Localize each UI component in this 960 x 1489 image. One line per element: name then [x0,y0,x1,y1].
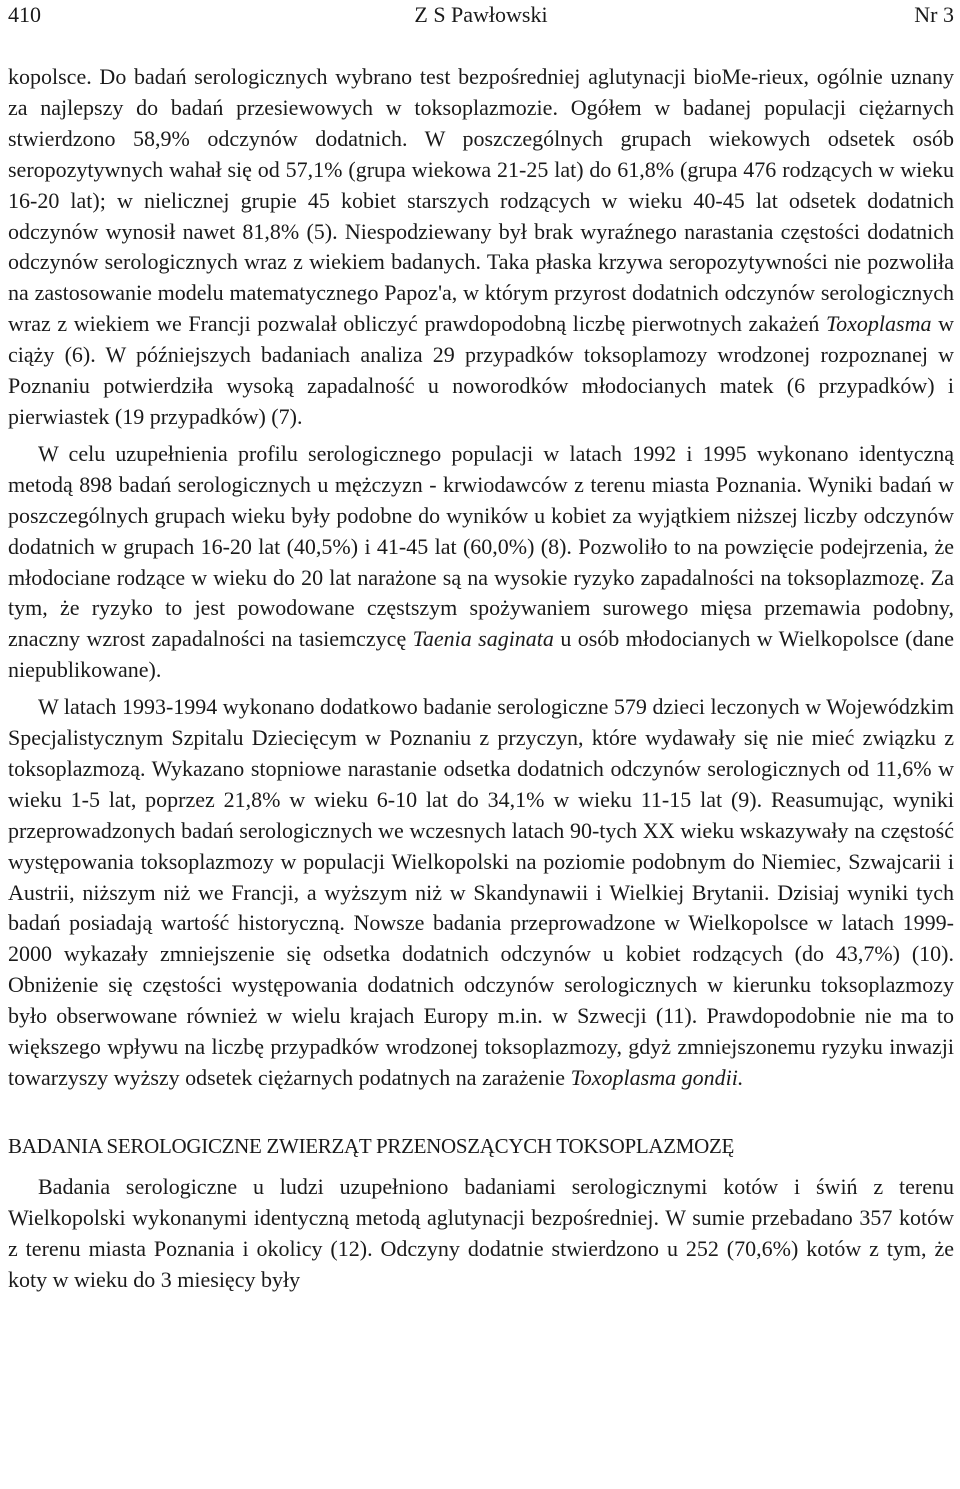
text-run: W celu uzupełnienia profilu serologicznego populacji w latach 1992 i 1995 wykonano identyczną metodą 898 badań serologicznych u mężczyzn - krwiodawców z terenu miasta Poznania. Wyniki badań w poszczególnych grupach wieku były podobne do wyników u kobiet za wyjątkiem niższej liczby odczynów dodatnich w grupach 16-20 lat (40,5%) i 41-45 lat (60,0%) (8). Pozwoliło to na powzięcie podejrzenia, że młodociane rodzące w wieku do 20 lat narażone są na wysokie ryzyko zapadalności na toksoplazmozę. Za tym, że ryzyko to jest powodowane częstszym spożywaniem surowego mięsa przemawia podobny, znaczny wzrost zapadalności na tasiemczycę [8,440,954,652]
section-heading: BADANIA SEROLOGICZNE ZWIERZĄT PRZENOSZĄCYCH TOKSOPLAZMOZĘ [8,1133,735,1158]
paragraph [8,439,954,686]
page-number: 410 [8,2,41,27]
issue-number: Nr 3 [914,2,954,27]
paragraph [8,692,954,1094]
italic-term: Toxoplasma [825,311,932,337]
text-run: W latach 1993-1994 wykonano dodatkowo badanie serologiczne 579 dzieci leczonych w Wojewódzkim Specjalistycznym Szpitalu Dziecięcym w Poznaniu z przyczyn, które wydawały się nie mieć związku z toksoplazmozą. Wykazano stopniowe narastanie odsetka dodatnich odczynów serologicznych od 11,6% w wieku 1-5 lat, poprzez 21,8% w wieku 6-10 lat do 34,1% w wieku 11-15 lat (9). Reasumując, wyniki przeprowadzonych badań serologicznych we wczesnych latach 90-tych XX wieku wskazywały na częstość występowania toksoplazmozy w populacji Wielkopolski na poziomie podobnym do Niemiec, Szwajcarii i Austrii, niższym niż we Francji, a wyższym niż w Skandynawii i Wielkiej Brytanii. Dzisiaj wyniki tych badań posiadają wartość historyczną. Nowsze badania przeprowadzone w Wielkopolsce w latach 1999-2000 wykazały zmniejszenie się odsetka dodatnich odczynów u kobiet rodzących (do 43,7%) (10). Obniżenie się częstości występowania dodatnich odczynów serologicznych w kierunku toksoplazmozy było obserwowane również w wielu krajach Europy m.in. w Szwecji (11). Prawdopodobnie nie ma to większego wpływu na liczbę przypadków wrodzonej toksoplazmozy, gdyż zmniejszonemu ryzyku inwazji towarzyszy wyższy odsetek ciężarnych podatnych na zarażenie [8,694,954,1090]
body-text [8,62,954,1296]
text-run: u osób młodocianych w Wielkopolsce (dane niepublikowane). [8,626,954,683]
running-title: Z S Pawłowski [414,2,548,27]
paragraph [8,62,954,433]
page-header [8,2,954,32]
italic-term: Taenia saginata [412,626,554,652]
text-run: kopolsce. Do badań serologicznych wybrano test bezpośredniej aglutynacji bioMe-rieux, ogólnie uznany za najlepszy do badań przesiewowych w toksoplazmozie. Ogółem w badanej populacji ciężarnych stwierdzono 58,9% odczynów dodatnich. W poszczególnych grupach wiekowych odsetek osób seropozytywnych wahał się od 57,1% (grupa wiekowa 21-25 lat) do 61,8% (grupa 476 rodzących w wieku 16-20 lat); w nielicznej grupie 45 kobiet starszych rodzących w wieku 40-45 lat odsetek dodatnich odczynów wynosił nawet 81,8% (5). Niespodziewany był brak wyraźnego narastania częstości dodatnich odczynów serologicznych wraz z wiekiem badanych. Taka płaska krzywa seropozytywności nie pozwoliła na zastosowanie modelu matematycznego Papoz'a, w którym przyrost dodatnich odczynów serologicznych wraz z wiekiem we Francji pozwalał obliczyć prawdopodobną liczbę pierwotnych zakażeń [8,64,954,337]
section-paragraph: Badania serologiczne u ludzi uzupełniono badaniami serologicznymi kotów i świń z terenu Wielkopolski wykonanymi identyczną metodą aglutynacji bezpośredniej. W sumie przebadano 357 kotów z terenu miasta Poznania i okolicy (12). Odczyny dodatnie stwierdzono u 252 (70,6%) kotów z tym, że koty w wieku do 3 miesięcy były [8,1173,954,1292]
document-page [8,0,954,1489]
text-run: w ciąży (6). W późniejszych badaniach analiza 29 przypadków toksoplamozy wrodzonej rozpoznanej w Poznaniu potwierdziła wysoką zapadalność u noworodków młodocianych matek (6 przypadków) i pierwiastek (19 przypadków) (7). [8,311,954,429]
italic-term: Toxoplasma gondii. [570,1065,744,1090]
